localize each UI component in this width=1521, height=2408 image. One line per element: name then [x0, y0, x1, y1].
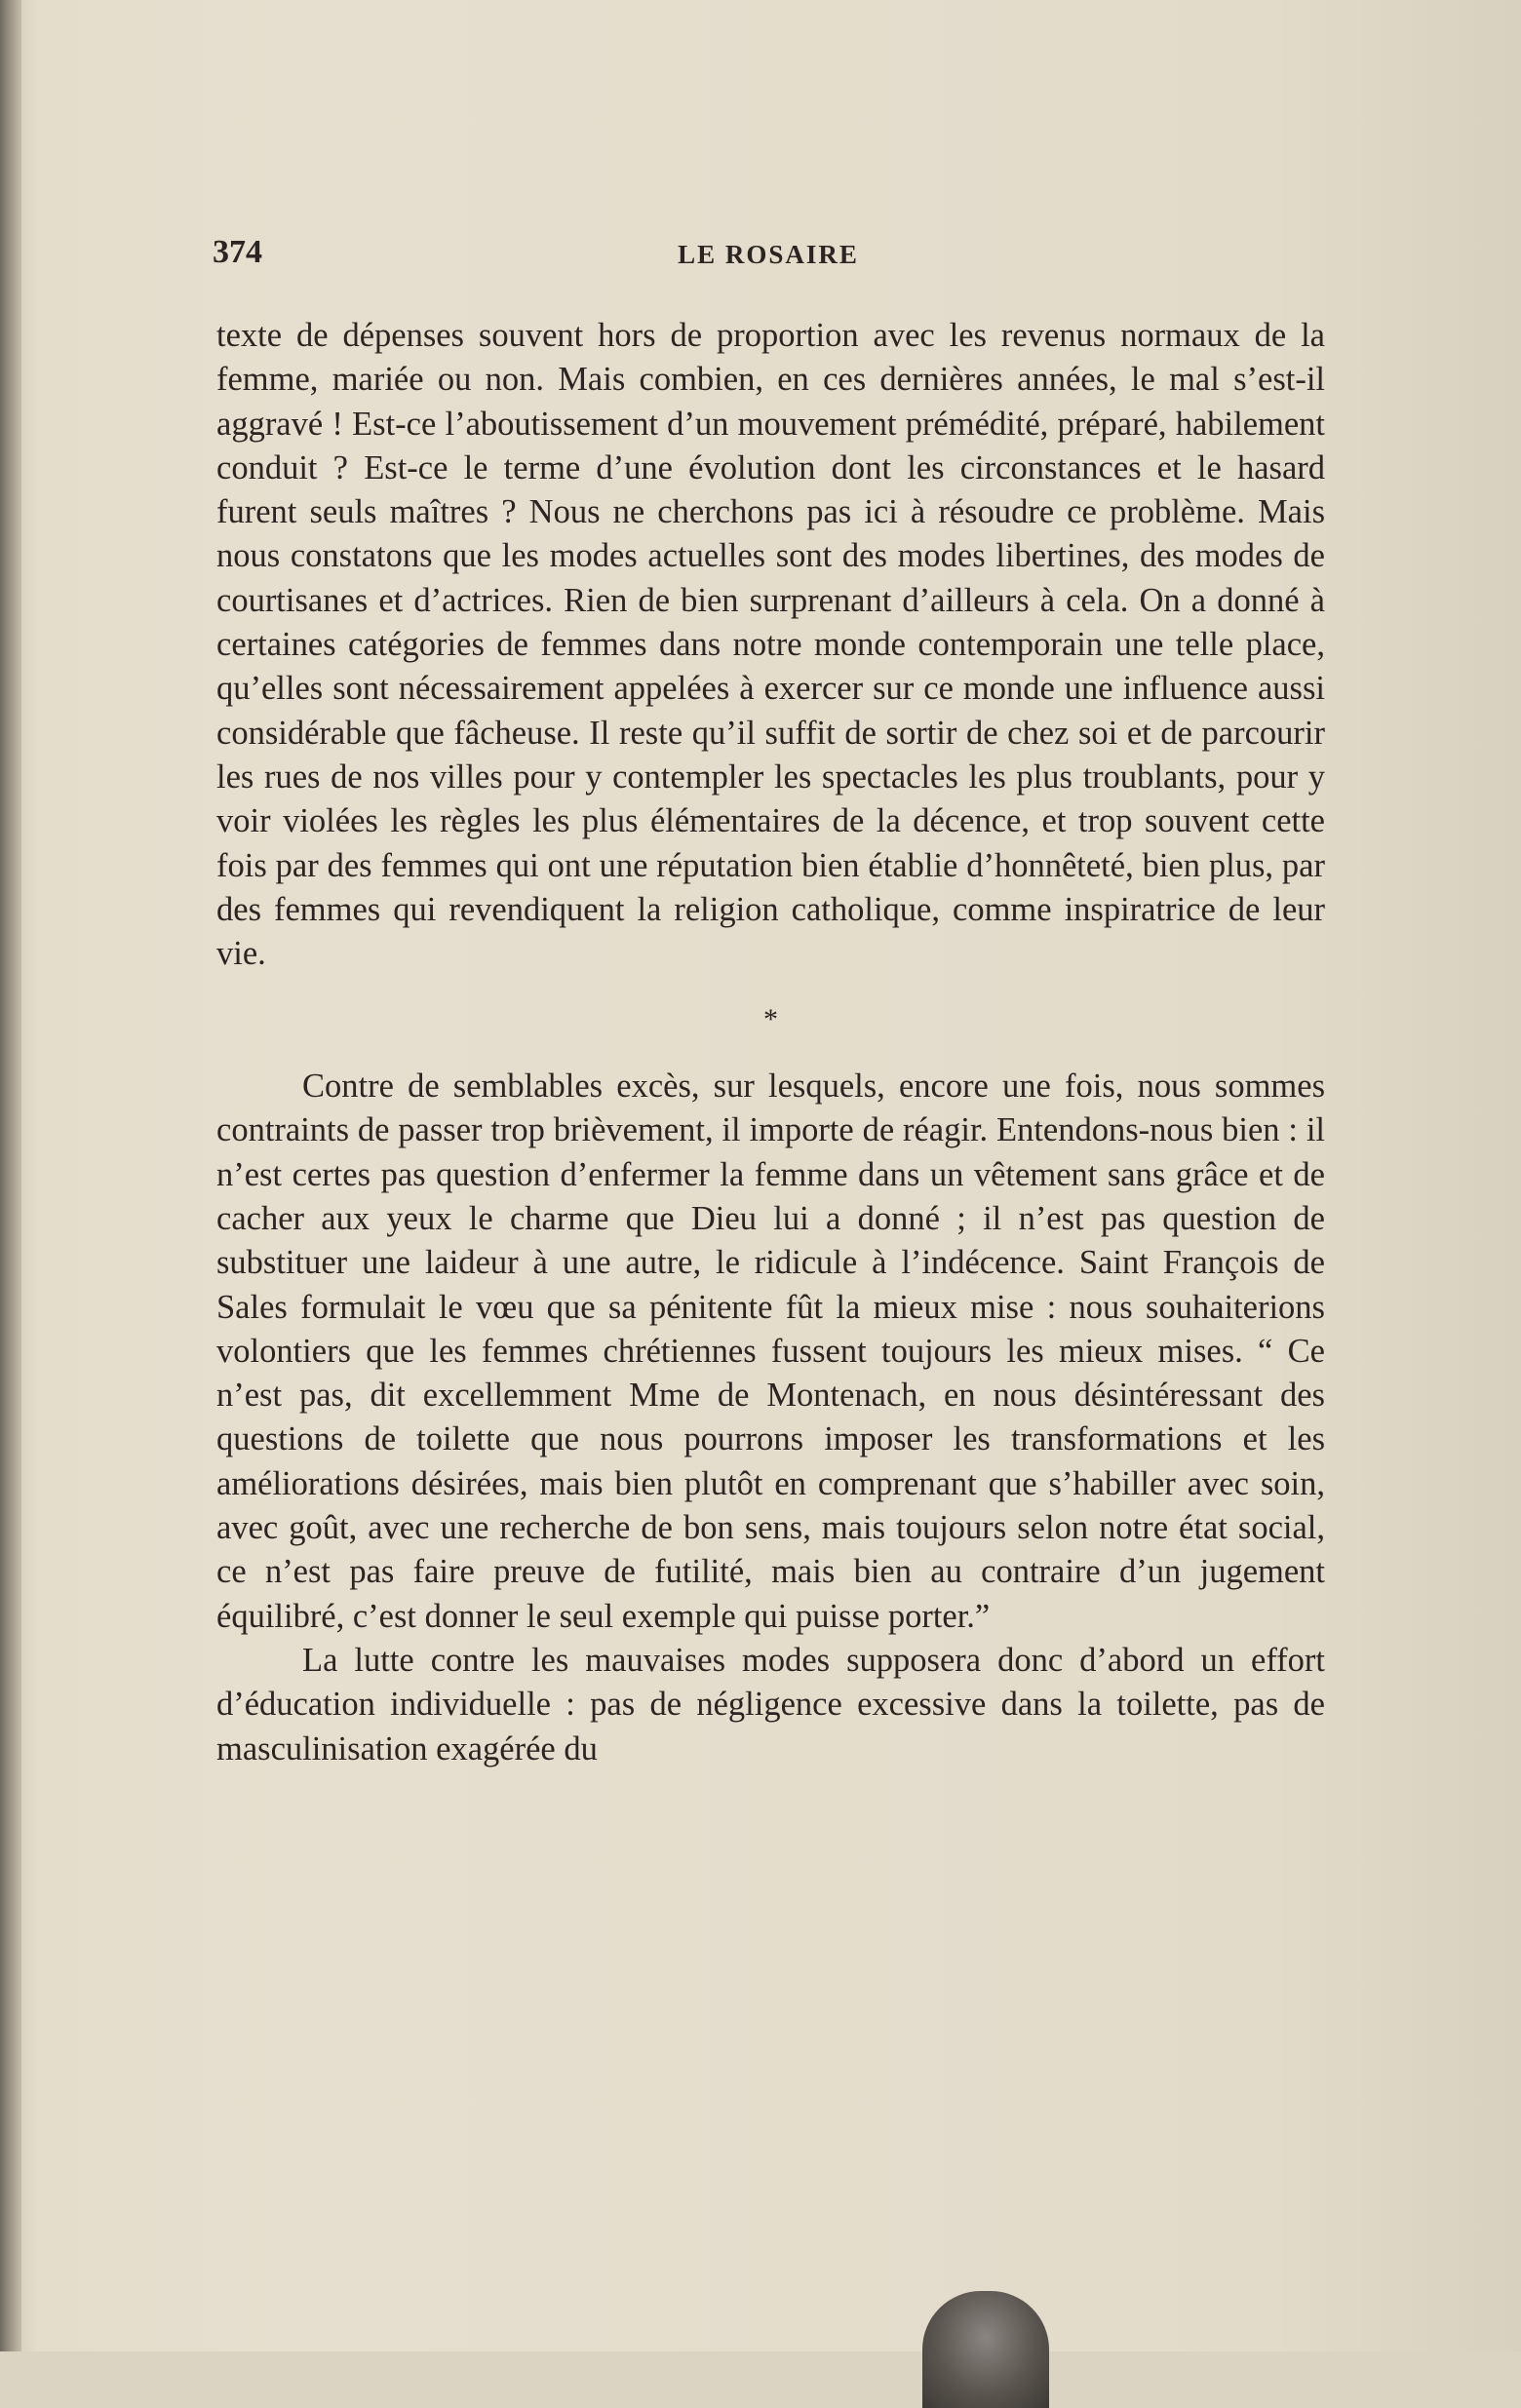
paragraph: Contre de semblables excès, sur lesquels, encore une fois, nous sommes contraints de passer trop brièvement, il importe de réagir. Entendons-nous bien : il n’est certes pas question d’enfermer la femme dans un vêtement sans grâce et de cacher aux yeux le charme que Dieu lui a donné ; il n’est pas question de substituer une laideur à une autre, le ridicule à l’indécence. Saint François de Sales formulait le vœu que sa pénitente fût la mieux mise : nous souhaiterions volontiers que les femmes chrétiennes fussent toujours les mieux mises. “ Ce n’est pas, dit excellemment Mme de Montenach, en nous désintéressant des questions de toilette que nous pourrons imposer les transformations et les améliorations désirées, mais bien plutôt en comprenant que s’habiller avec soin, avec goût, avec une recherche de bon sens, mais toujours selon notre état social, ce n’est pas faire preuve de futilité, mais bien au contraire d’un jugement équilibré, c’est donner le seul exemple qui puisse porter.”	[216, 1068, 1325, 1635]
thumb-shadow	[922, 2291, 1049, 2408]
section-separator: *	[763, 1003, 778, 1036]
paragraph: texte de dépenses souvent hors de proportion avec les revenus normaux de la femme, mariée ou non. Mais combien, en ces dernières années, le mal s’est-il aggravé ! Est-ce l’aboutissement d’un mouvement prémédité, préparé, habilement conduit ? Est-ce le terme d’une évolution dont les circonstances et le hasard furent seuls maîtres ? Nous ne cherchons pas ici à résoudre ce problème. Mais nous constatons que les modes actuelles sont des modes libertines, des modes de courtisanes et d’actrices. Rien de bien surprenant d’ailleurs à cela. On a donné à certaines catégories de femmes dans notre monde contemporain une telle place, qu’elles sont nécessairement appelées à exercer sur ce monde une influence aussi considérable que fâcheuse. Il reste qu’il suffit de sortir de chez soi et de parcourir les rues de nos villes pour y contempler les spectacles les plus troublants, pour y voir violées les règles les plus élémentaires de la décence, et trop souvent cette fois par des femmes qui ont une réputation bien établie d’honnêteté, bien plus, par des femmes qui revendiquent la religion catholique, comme inspiratrice de leur vie.	[216, 317, 1325, 973]
running-title: LE ROSAIRE	[678, 240, 859, 269]
page-number: 374	[213, 234, 262, 270]
book-binding-edge	[0, 0, 21, 2351]
paragraph: La lutte contre les mauvaises modes supposera donc d’abord un effort d’éducation individuelle : pas de négligence excessive dans la toilette, pas de masculinisation exagérée du	[216, 1641, 1325, 1767]
page-body	[216, 314, 1325, 1771]
page-header	[213, 234, 1324, 283]
